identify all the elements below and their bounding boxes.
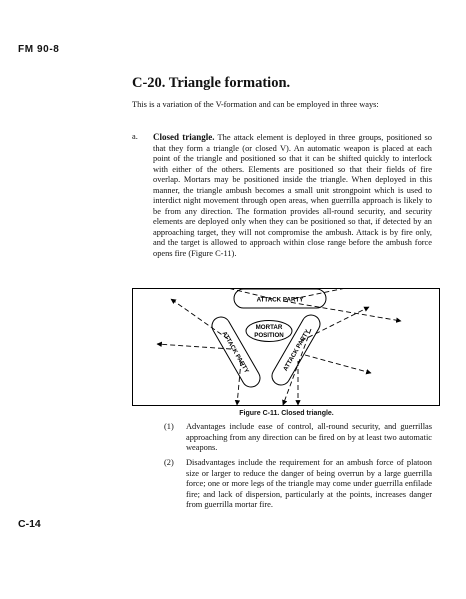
list-item-text: Advantages include ease of control, all-round security, and guerrillas approaching from any direction can be fired on by at least two automatic weapons. [186,422,432,453]
paragraph-a-text [153,132,432,260]
paragraph-a-label: a. [132,132,138,141]
fire-arrow [305,355,371,373]
fire-arrow [171,299,228,339]
fire-arrow [283,301,401,321]
attack-party-top-label: ATTACK PARTY [256,296,304,304]
triangle-diagram [133,289,439,405]
manual-id: FM 90-8 [18,44,60,55]
figure-caption: Figure C-11. Closed triangle. [239,410,334,417]
paragraph-a-body: The attack element is deployed in three groups, positioned so that they form a triangle (or closed V). An automatic weapon is placed at each point of the triangle and positioned so that it can be shifted quickly to interlock with either of the others. Elements are positioned so that their fields of fire overlap. Mortars may be positioned inside the triangle. When deployed in this manner, the triangle ambush becomes a small unit strongpoint which is used to interdict night movement through open areas, when guerrilla approach is likely to be from any direction. The formation provides all-round security, and security elements are deployed only when they can be positioned so that, if detected by an approaching target, they will not compromise the ambush. Attack is by fire only, and the target is allowed to approach within close range before the ambush force opens fire (Figure C-11). [153,133,432,259]
fire-arrow [157,344,231,349]
fire-arrow [293,289,370,299]
paragraph-a-heading: Closed triangle. [153,132,215,142]
fire-arrow [301,307,369,341]
attack-party-right-label: ATTACK PARTY [281,328,312,373]
section-title: C-20. Triangle formation. [132,75,291,91]
section-intro: This is a variation of the V-formation and can be employed in three ways: [132,100,379,109]
mortar-position-label-line1: MORTAR [255,324,283,331]
figure-closed-triangle [132,288,440,406]
list-item-text: Disadvantages include the requirement for an ambush force of platoon size or larger to reduce the danger of being overrun by a large guerrilla force; one or more legs of the triangle may come under guerrilla enfilade fire; and lack of dispersion, particularly at the points, increases danger from guerrilla mortar fire. [186,458,432,510]
list-item-number: (1) [164,422,174,431]
mortar-position-label-line2: POSITION [254,332,284,339]
page-number: C-14 [18,518,41,530]
attack-party-left-label: ATTACK PARTY [220,330,251,375]
list-item-number: (2) [164,458,174,467]
